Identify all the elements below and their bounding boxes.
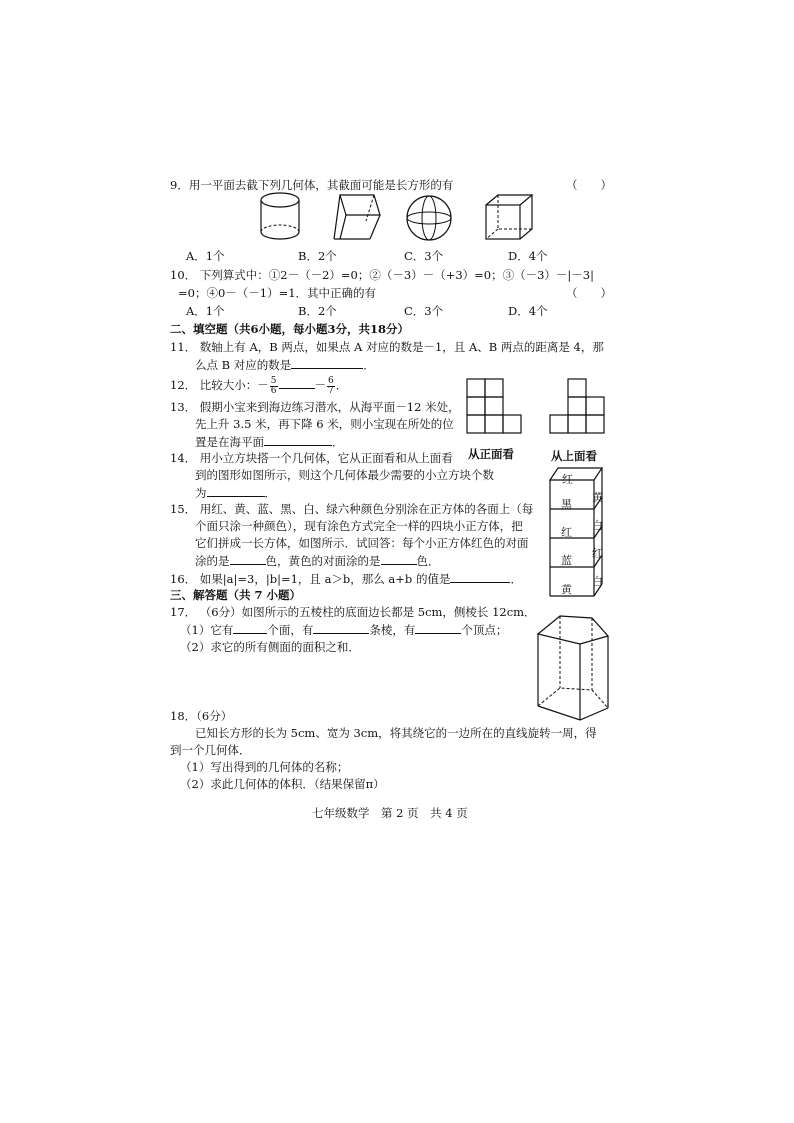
cube3-side-color: 红 [592,547,603,560]
q10-answer-paren: （ ） [566,286,612,300]
q13-line2: 先上升 3.5 米，再下降 6 米，则小宝现在所处的位 [195,417,454,431]
cube-figure [484,193,536,243]
front-view-caption: 从正面看 [468,447,514,461]
q15-line2: 个面只涂一种颜色），现有涂色方式完全一样的四块小正方体，把 [195,519,523,533]
pentagonal-prism-figure [530,612,620,728]
q17-line1: 17． （6分）如图所示的五棱柱的底面边长都是 5cm，侧棱长 12cm． [170,605,536,619]
q10-option-d: D．4个 [508,304,548,318]
top-view-caption: 从上面看 [551,449,597,463]
cube1-front-color: 黑 [561,498,572,511]
cube4-front-color: 黄 [561,583,572,596]
q11-line1: 11． 数轴上有 A，B 两点，如果点 A 对应的数是－1，且 A、B 两点的距离是 4，那 [170,340,604,354]
sphere-figure [404,193,456,245]
q13-line3: 置是在海平面 ． [195,435,344,449]
q9-option-c: C．3个 [404,249,444,263]
q17-line3: （2）求它的所有侧面的面积之和． [180,640,360,654]
q18-line3: 到一个几何体． [170,743,251,757]
cube2-side-color: 白 [592,519,603,532]
section-answer-heading: 三、解答题（共 7 小题） [170,588,302,602]
top-view-grid [549,378,613,438]
q18-line1: 18．（6分） [170,709,233,723]
q15-line3: 它们拼成一长方体，如图所示．试回答：每个小正方体红色的对面 [195,536,529,550]
cube3-front-color: 蓝 [561,554,572,567]
q12-line: 12． 比较大小：－ $\frac{5}{6}$ － $\frac{6}{7}$ ． [170,375,348,396]
cube1-side-color: 黄 [592,491,603,504]
q14-line1: 14． 用小立方块搭一个几何体，它从正面看和从上面看 [170,451,453,465]
q14-line2: 到的图形如图所示，则这个几何体最少需要的小立方块个数 [195,468,494,482]
q9-option-a: A．1个 [186,249,225,263]
q10-option-c: C．3个 [404,304,444,318]
q10-line2: =0；④0－（－1）=1．其中正确的有 [178,286,377,300]
triangular-prism-figure [330,193,386,243]
q13-line1: 13． 假期小宝来到海边练习潜水，从海平面－12 米处， [170,400,460,414]
q15-line1: 15． 用红、黄、蓝、黑、白、绿六种颜色分别涂在正方体的各面上（每 [170,502,534,516]
front-view-grid [466,378,530,438]
q18-line5: （2）求此几何体的体积．（结果保留π） [180,777,385,791]
q18-line2: 已知长方形的长为 5cm、宽为 3cm，将其绕它的一边所在的直线旋转一周，得 [195,726,597,740]
q10-option-b: B．2个 [298,304,337,318]
q9-option-d: D．4个 [508,249,548,263]
fraction-5-6: $\frac{5}{6}$ [270,375,277,396]
q10-line1: 10． 下列算式中：①2－（－2）=0；②（－3）－（+3）=0；③（－3）－|－3| [170,268,594,282]
q11-line2: 么点 B 对应的数是 ． [195,358,375,372]
fraction-6-7: $\frac{6}{7}$ [328,375,334,396]
q17-line2: （1）它有 个面，有 条棱，有 个顶点； [180,623,508,637]
q10-option-a: A．1个 [186,304,225,318]
q16-line: 16． 如果|a|=3，|b|=1，且 a＞b，那么 a+b 的值是 ． [170,572,522,586]
q15-line4: 涂的是 色，黄色的对面涂的是 色． [195,554,440,568]
cylinder-figure [258,190,308,246]
cube2-front-color: 红 [561,526,572,539]
section-fill-in-heading: 二、填空题（共6小题，每小题3分，共18分） [170,322,410,336]
cube-top-color: 红 [562,473,573,486]
page-footer: 七年级数学 第 2 页 共 4 页 [312,806,468,820]
q9-option-b: B．2个 [298,249,337,263]
q9-answer-paren: （ ） [566,178,612,192]
q18-line4: （1）写出得到的几何体的名称； [180,760,349,774]
q14-line3: 为 ． [195,486,276,500]
cube4-side-color: 白 [592,575,603,588]
q9-text: 9．用一平面去截下列几何体，其截面可能是长方形的有 [170,178,454,192]
